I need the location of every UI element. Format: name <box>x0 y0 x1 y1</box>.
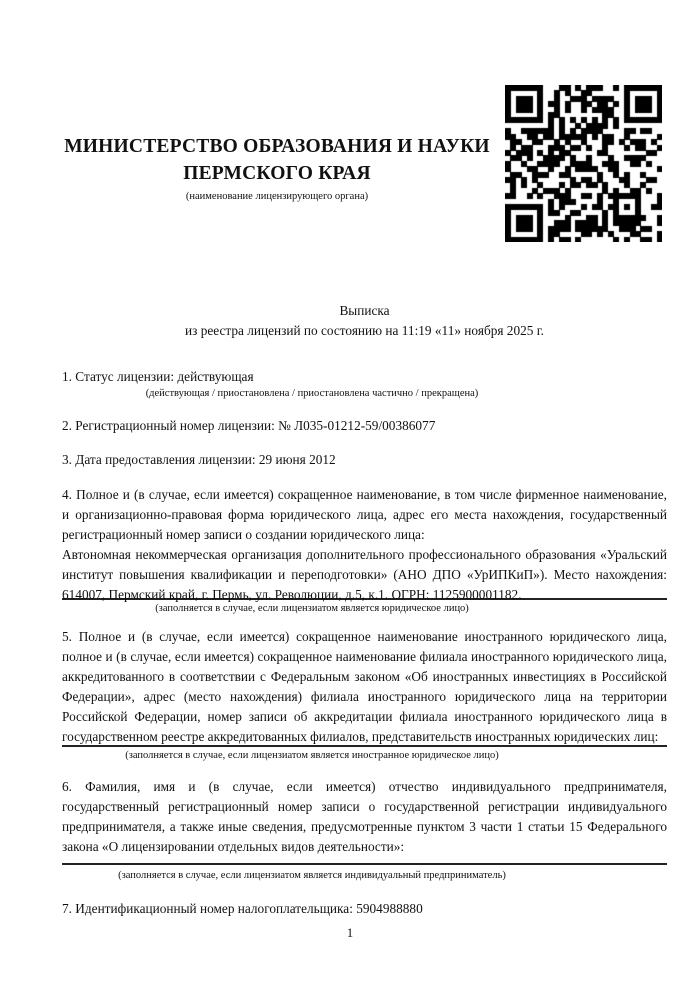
item-text: 7. Идентификационный номер налогоплательщика: 5904988880 <box>62 901 423 916</box>
qr-code <box>505 85 662 242</box>
item-legal-entity <box>62 485 667 616</box>
document-title-line2: из реестра лицензий по состоянию на 11:19 «11» ноября 2025 г. <box>185 323 544 338</box>
item-foreign-entity <box>62 627 667 763</box>
item-text: 6. Фамилия, имя и (в случае, если имеется) отчество индивидуального предпринимателя, государственный регистрационный номер записи о государственной регистрации индивидуального предпринимателя, а также иные сведения, предусмотренные пунктом 3 части 1 статьи 15 Федерального закона «О лицензировании отдельных видов деятельности»: <box>62 779 667 854</box>
item-caption: (заполняется в случае, если лицензиатом является юридическое лицо) <box>155 603 469 614</box>
item-caption: (действующая / приостановлена / приостановлена частично / прекращена) <box>145 388 479 399</box>
document-title-line1: Выписка <box>339 303 390 318</box>
item-grant-date <box>62 450 667 470</box>
fill-line <box>62 863 667 865</box>
item-taxpayer-number <box>62 899 667 919</box>
item-text: 5. Полное и (в случае, если имеется) сокращенное наименование иностранного юридического лица, полное и (в случае, если имеется) сокращенное наименование филиала иностранного юридического лица, аккредитованного в соответствии с Федеральным законом «Об иностранных инвестициях в Российской Федерации», адрес (место нахождения) филиала иностранного юридического лица на территории Российской Федерации, номер записи об аккредитации филиала иностранного юридического лица в государственном реестре аккредитованных филиалов, представительств иностранных юридических лиц: <box>62 629 667 744</box>
item-text: 3. Дата предоставления лицензии: 29 июня 2012 <box>62 452 336 467</box>
item-value: Автономная некоммерческая организация дополнительного профессионального образования «Уральский институт повышения квалификации и переподготовки» (АНО ДПО «УрИПКиП»). Место нахождения: 614007, Пермский край, г. Пермь, ул. Революции, д.5, к.1. ОГРН: 1125900001182. <box>62 547 667 602</box>
licensing-authority-header <box>62 133 492 204</box>
item-text: 2. Регистрационный номер лицензии: № Л035-01212-59/00386077 <box>62 418 436 433</box>
item-registration-number <box>62 416 667 436</box>
item-caption: (заполняется в случае, если лицензиатом является иностранное юридическое лицо) <box>125 750 499 761</box>
item-text: 4. Полное и (в случае, если имеется) сокращенное наименование, в том числе фирменное наименование, и организационно-правовая форма юридического лица, адрес его места нахождения, государственный регистрационный номер записи о создании юридического лица: <box>62 487 667 542</box>
ministry-name-line2: ПЕРМСКОГО КРАЯ <box>183 163 371 184</box>
document-title <box>62 301 667 341</box>
item-individual-entrepreneur <box>62 777 667 883</box>
item-license-status <box>62 367 667 401</box>
item-text: 1. Статус лицензии: действующая <box>62 369 254 384</box>
ministry-caption: (наименование лицензирующего органа) <box>185 191 369 202</box>
page-number: 1 <box>346 926 354 940</box>
license-items <box>62 367 667 919</box>
ministry-name-line1: МИНИСТЕРСТВО ОБРАЗОВАНИЯ И НАУКИ <box>64 136 490 157</box>
item-caption: (заполняется в случае, если лицензиатом является индивидуальный предприниматель) <box>118 870 506 881</box>
